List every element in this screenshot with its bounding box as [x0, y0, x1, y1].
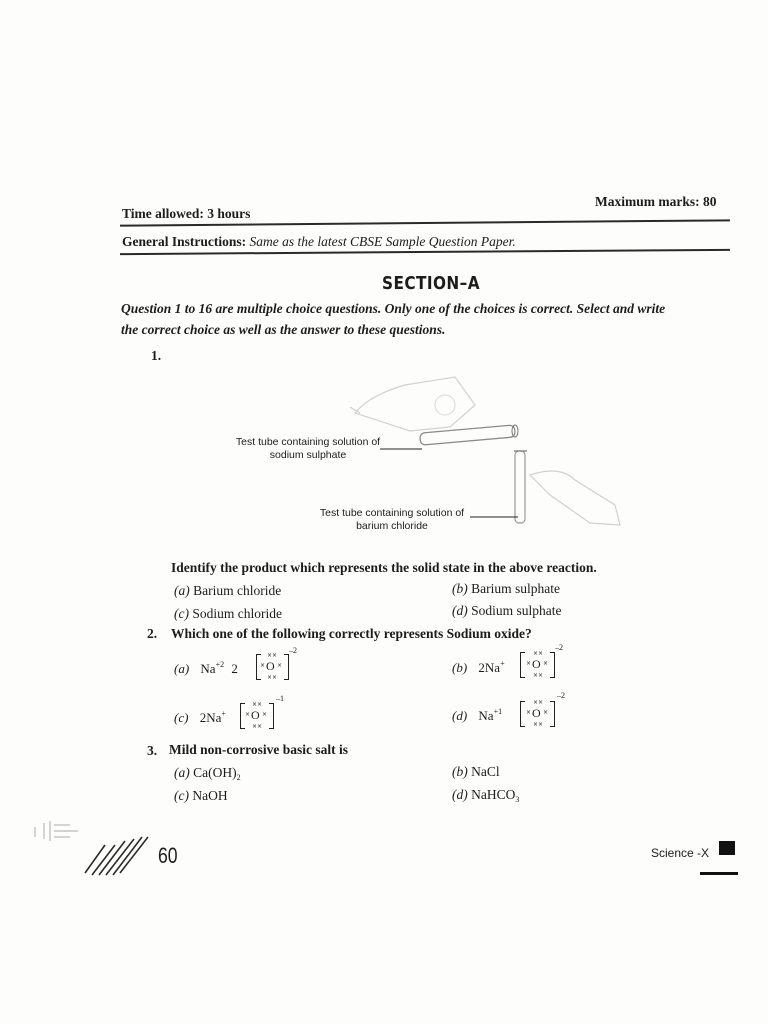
- electron-dots-left: ×: [245, 711, 251, 718]
- formula-prefix: Na: [200, 661, 216, 676]
- section-title: SECTION–A: [382, 273, 480, 294]
- instructions-label: General Instructions:: [122, 234, 247, 249]
- bracket-right: [284, 654, 289, 680]
- formula-sup: +1: [493, 707, 503, 716]
- electron-dots-left: ×: [526, 709, 532, 716]
- intro-line-1: Question 1 to 16 are multiple choice questions. Only one of the choices is correct. Select and write: [121, 301, 666, 316]
- intro-line-2: the correct choice as well as the answer to these questions.: [121, 322, 446, 337]
- formula-coef: 2: [231, 661, 238, 676]
- q3-option-d: [452, 787, 519, 804]
- option-label: (c): [174, 788, 189, 803]
- option-text: Sodium chloride: [192, 606, 282, 621]
- footer-book-title: Science -X: [651, 846, 710, 860]
- electron-dots-right: ×: [277, 662, 283, 669]
- label-barium-chloride-tube: Test tube containing solution of barium chloride: [319, 507, 465, 532]
- question-2-number: 2.: [147, 626, 158, 641]
- electron-dots-left: ×: [526, 660, 532, 667]
- q2-option-d: [452, 707, 502, 724]
- q1-option-d: [452, 603, 562, 619]
- label-sodium-sulphate-tube: Test tube containing solution of sodium sulphate: [235, 436, 381, 461]
- page-number: 60: [158, 843, 178, 868]
- q2-option-c: [174, 709, 226, 726]
- time-allowed: Time allowed: 3 hours: [122, 206, 251, 221]
- ion-charge: –2: [289, 646, 297, 655]
- ion-charge: –2: [557, 691, 565, 700]
- q2-option-a: [174, 660, 238, 677]
- option-label: (a): [174, 661, 190, 676]
- electron-dots: ××: [252, 723, 263, 730]
- option-label: (b): [452, 581, 468, 596]
- ion-charge: –1: [276, 694, 284, 703]
- option-text: NaCl: [471, 764, 500, 779]
- electron-dots-right: ×: [543, 709, 549, 716]
- bracket-right: [269, 703, 274, 729]
- option-subscript: 3: [515, 795, 520, 804]
- option-text: Barium chloride: [193, 583, 282, 598]
- bracket-right: [550, 652, 555, 678]
- option-text: Ca(OH): [193, 765, 237, 780]
- electron-dots: ××: [267, 674, 278, 681]
- option-label: (b): [452, 660, 468, 675]
- q2-option-b: [452, 659, 505, 676]
- electron-dots: ××: [267, 652, 278, 659]
- electron-dots: ××: [252, 701, 263, 708]
- option-text: NaHCO: [471, 787, 516, 802]
- q1-option-b: [452, 581, 560, 597]
- question-3-text: Mild non-corrosive basic salt is: [169, 742, 349, 757]
- question-3-number: 3.: [147, 743, 158, 758]
- option-label: (c): [174, 606, 189, 621]
- electron-dots-right: ×: [543, 660, 549, 667]
- q3-option-a: [174, 765, 241, 782]
- electron-dots-right: ×: [262, 711, 268, 718]
- option-text: Barium sulphate: [471, 581, 560, 596]
- general-instructions: [122, 234, 516, 250]
- electron-dots: ××: [533, 672, 544, 679]
- bracket-left: [520, 701, 525, 727]
- ion-charge: –2: [555, 643, 563, 652]
- question-1-text: Identify the product which represents the solid state in the above reaction.: [171, 560, 597, 575]
- formula-sup: +: [221, 709, 226, 718]
- question-1-number: 1.: [151, 348, 162, 363]
- bracket-left: [520, 652, 525, 678]
- option-subscript: 2: [236, 773, 241, 782]
- footer-marker-bar: [700, 872, 738, 875]
- q3-option-c: [174, 788, 228, 804]
- option-label: (d): [452, 787, 468, 802]
- question-2-text: Which one of the following correctly represents Sodium oxide?: [171, 626, 532, 641]
- oxygen-atom: O: [532, 706, 541, 720]
- oxygen-atom: O: [266, 659, 275, 673]
- oxygen-atom: O: [532, 657, 541, 671]
- q1-option-c: [174, 606, 282, 622]
- q3-option-b: [452, 764, 500, 780]
- q1-option-a: [174, 583, 281, 599]
- option-label: (d): [452, 603, 468, 618]
- instructions-text: Same as the latest CBSE Sample Question Paper.: [249, 234, 516, 249]
- option-label: (a): [174, 765, 190, 780]
- electron-dots: ××: [533, 699, 544, 706]
- bracket-right: [550, 701, 555, 727]
- footer-decoration: [30, 815, 160, 880]
- electron-dots-left: ×: [260, 662, 266, 669]
- oxygen-atom: O: [251, 708, 260, 722]
- electron-dots: ××: [533, 721, 544, 728]
- formula-prefix: Na: [478, 708, 494, 723]
- electron-dots: ××: [533, 650, 544, 657]
- option-label: (b): [452, 764, 468, 779]
- option-label: (d): [452, 708, 468, 723]
- formula-prefix: 2Na: [199, 710, 222, 725]
- option-text: Sodium sulphate: [471, 603, 562, 618]
- formula-sup: +2: [215, 660, 225, 669]
- formula-sup: +: [500, 659, 505, 668]
- option-label: (c): [174, 710, 189, 725]
- section-intro: [121, 298, 736, 340]
- footer-marker-block: [719, 841, 735, 855]
- maximum-marks: Maximum marks: 80: [595, 194, 717, 209]
- option-label: (a): [174, 583, 190, 598]
- option-text: NaOH: [192, 788, 228, 803]
- formula-prefix: 2Na: [478, 660, 501, 675]
